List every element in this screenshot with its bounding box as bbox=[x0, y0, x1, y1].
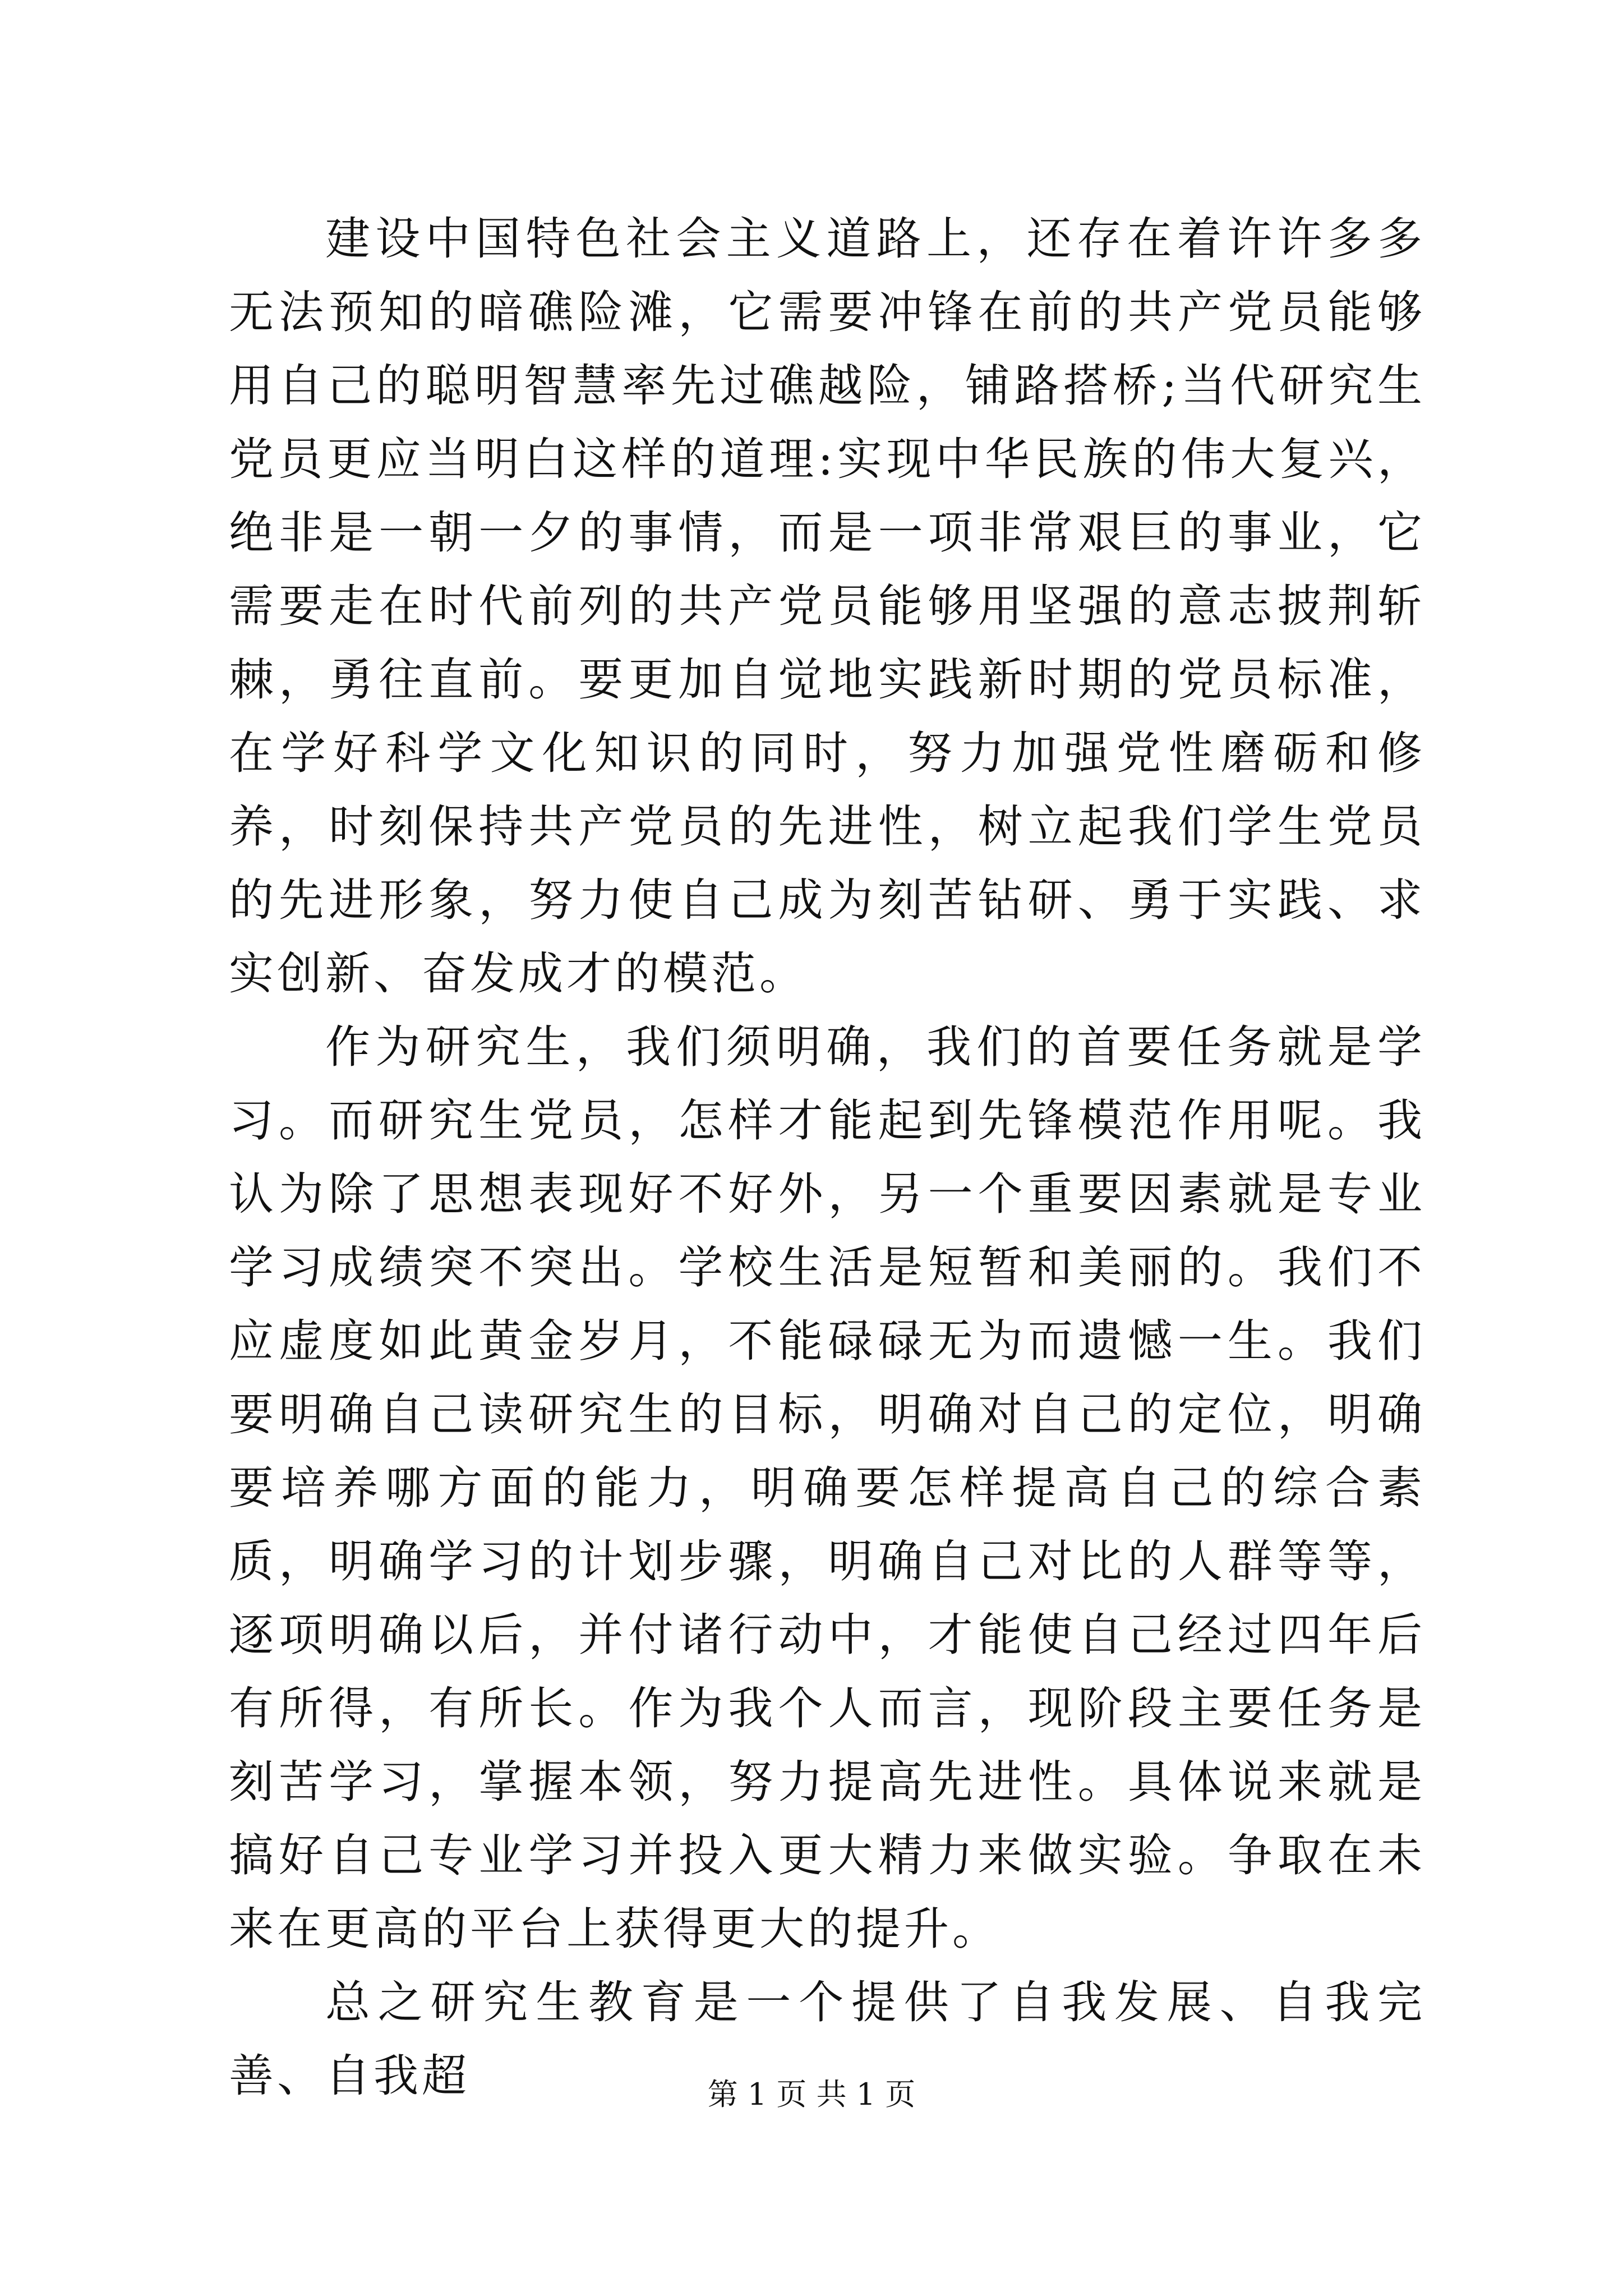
paragraph-2: 作为研究生，我们须明确，我们的首要任务就是学习。而研究生党员，怎样才能起到先锋模范作用呢。我认为除了思想表现好不好外，另一个重要因素就是专业学习成绩突不突出。学校生活是短暂和美丽的。我们不应虚度如此黄金岁月，不能碌碌无为而遗憾一生。我们要明确自己读研究生的目标，明确对自己的定位，明确要培养哪方面的能力，明确要怎样提高自己的综合素质，明确学习的计划步骤，明确自己对比的人群等等，逐项明确以后，并付诸行动中，才能使自己经过四年后有所得，有所长。作为我个人而言，现阶段主要任务是刻苦学习，掌握本领，努力提高先进性。具体说来就是搞好自己专业学习并投入更大精力来做实验。争取在未来在更高的平台上获得更大的提升。 bbox=[229, 1021, 1426, 1955]
paragraph-3: 总之研究生教育是一个提供了自我发展、自我完善、自我超 bbox=[229, 1976, 1426, 2102]
paragraph-1: 建设中国特色社会主义道路上，还存在着许许多多无法预知的暗礁险滩，它需要冲锋在前的共产党员能够用自己的聪明智慧率先过礁越险，铺路搭桥;当代研究生党员更应当明白这样的道理:实现中华民族的伟大复兴，绝非是一朝一夕的事情，而是一项非常艰巨的事业，它需要走在时代前列的共产党员能够用坚强的意志披荆斩棘，勇往直前。要更加自觉地实践新时期的党员标准，在学好科学文化知识的同时，努力加强党性磨砺和修养，时刻保持共产党员的先进性，树立起我们学生党员的先进形象，努力使自己成为刻苦钻研、勇于实践、求实创新、奋发成才的模范。 bbox=[229, 213, 1426, 1000]
page-footer: 第 1 页 共 1 页 bbox=[707, 2077, 916, 2112]
document-body bbox=[229, 202, 1426, 2113]
